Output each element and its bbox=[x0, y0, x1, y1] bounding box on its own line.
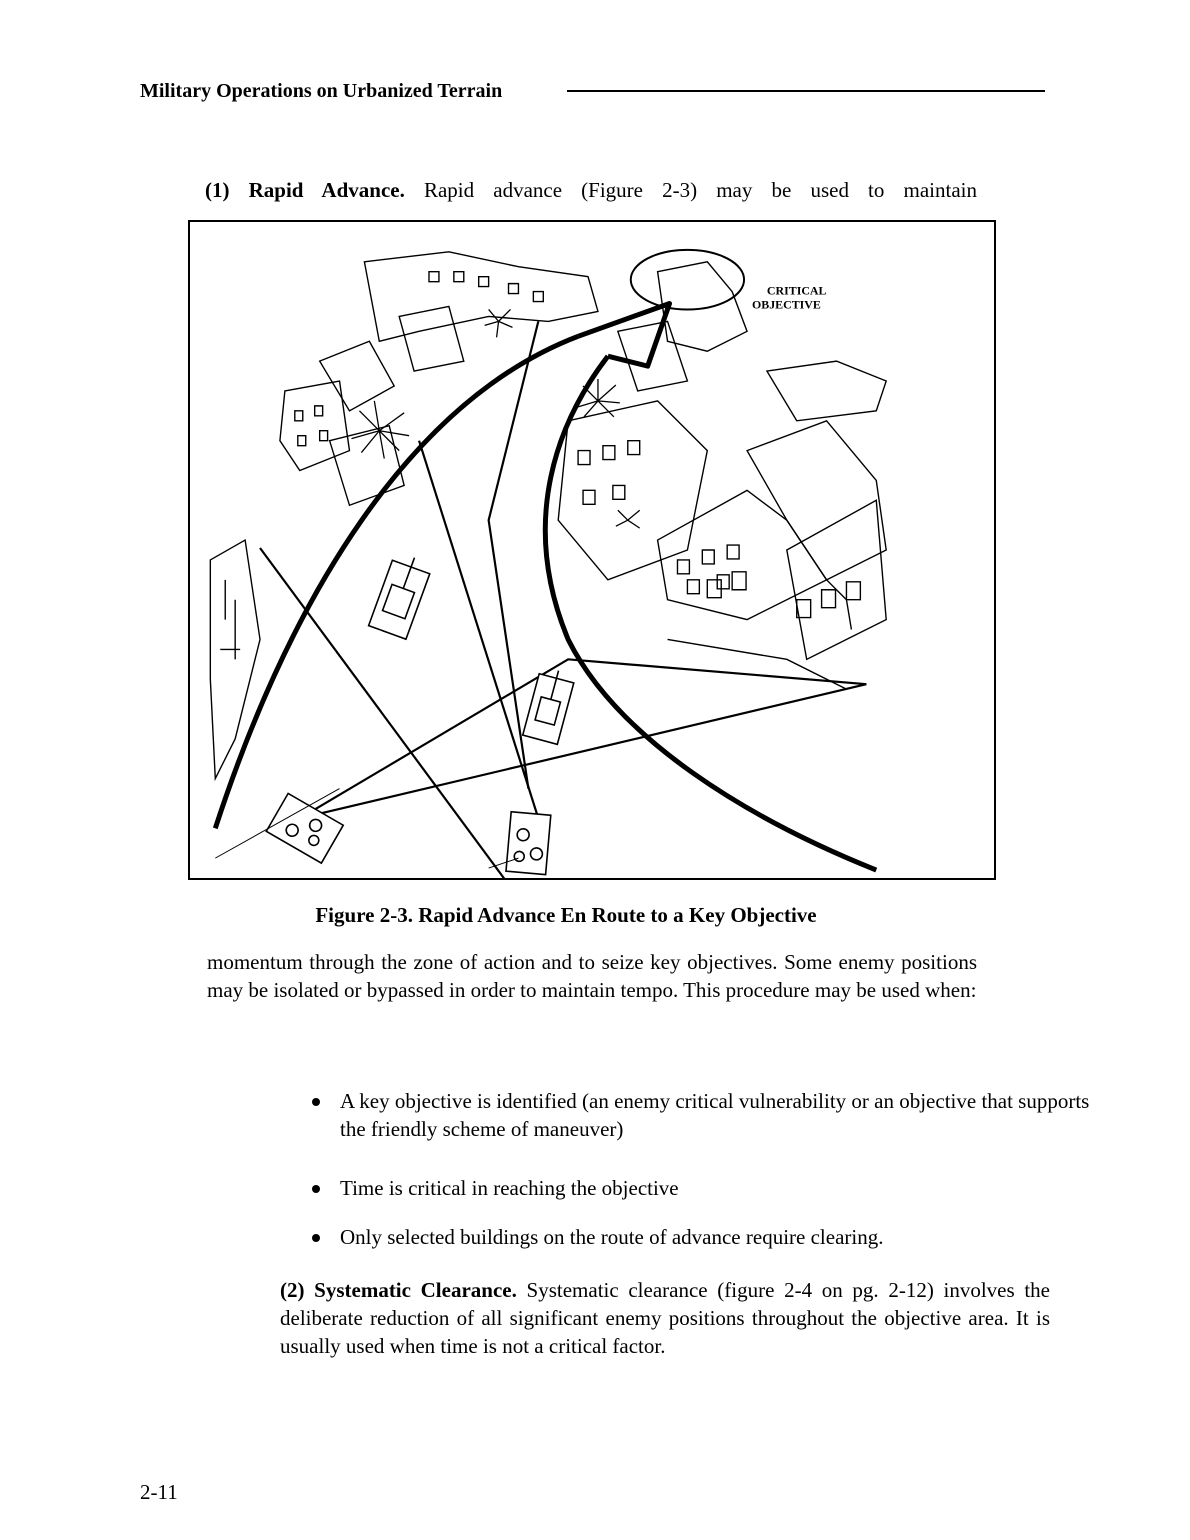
running-header bbox=[140, 80, 1045, 104]
road-edges bbox=[215, 789, 518, 869]
bullet-text: Only selected buildings on the route of advance require clearing. bbox=[340, 1225, 884, 1249]
header-title: Military Operations on Urbanized Terrain bbox=[140, 80, 503, 102]
vehicle-1 bbox=[369, 551, 434, 639]
vehicle-2 bbox=[523, 666, 576, 744]
critical-objective-ellipse bbox=[631, 250, 744, 310]
fields-of-fire bbox=[260, 321, 866, 878]
page-number: 2-11 bbox=[140, 1480, 178, 1504]
systematic-clearance-paragraph bbox=[280, 1276, 1050, 1360]
body-paragraph: momentum through the zone of action and to seize key objectives. Some enemy positions may be isolated or bypassed in order to maintain tempo. This procedure may be used when: bbox=[207, 950, 977, 1002]
figure-caption-text: Figure 2-3. Rapid Advance En Route to a Key Objective bbox=[315, 903, 817, 927]
lead-text: Rapid advance (Figure 2-3) may be used to maintain bbox=[423, 178, 977, 202]
systematic-clearance-heading: (2) Systematic Clearance. bbox=[280, 1278, 517, 1302]
figure-caption bbox=[188, 903, 996, 928]
objective-label-line1: CRITICAL bbox=[766, 283, 827, 298]
list-item bbox=[300, 1087, 1090, 1143]
objective-label-line2: OBJECTIVE bbox=[752, 297, 821, 312]
vehicle-4 bbox=[506, 812, 551, 875]
bullet-icon bbox=[312, 1098, 320, 1106]
header-rule bbox=[567, 90, 1045, 92]
bullet-icon bbox=[312, 1234, 320, 1242]
list-item bbox=[300, 1174, 1090, 1202]
lead-paragraph bbox=[205, 176, 977, 204]
systematic-clearance-text: Systematic clearance (figure 2-4 on pg. 2-12) involves the deliberate reduction of all significant enemy positions throughout the objective area. It is usually used when time is not a critical factor. bbox=[280, 1278, 1050, 1358]
bullet-icon bbox=[312, 1185, 320, 1193]
figure-illustration bbox=[188, 220, 996, 880]
lead-heading: (1) Rapid Advance. bbox=[205, 178, 405, 202]
urban-advance-illustration bbox=[190, 222, 994, 878]
bullet-text: Time is critical in reaching the objective bbox=[340, 1176, 679, 1200]
bullet-text: A key objective is identified (an enemy critical vulnerability or an objective that supports the friendly scheme of maneuver) bbox=[340, 1089, 1090, 1141]
vehicle-3 bbox=[266, 793, 343, 863]
list-item bbox=[300, 1223, 1090, 1251]
